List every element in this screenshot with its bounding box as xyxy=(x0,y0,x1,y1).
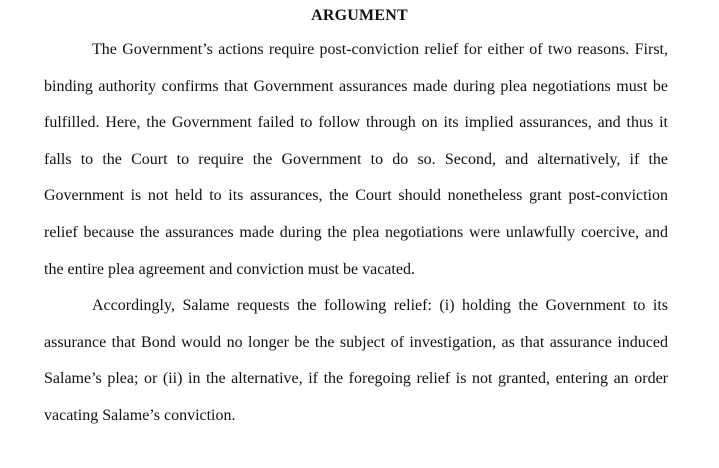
paragraph-reasons: The Government’s actions require post-conviction relief for either of two reasons. First, binding authority confirms that Government assurances made during plea negotiations must be fulfilled. Here, the Government failed to follow through on its implied assurances, and thus it falls to the Court to require the Government to do so. Second, and alternatively, if the Government is not held to its assurances, the Court should nonetheless grant post-conviction relief because the assurances made during the plea negotiations were unlawfully coercive, and the entire plea agreement and conviction must be vacated. xyxy=(44,41,668,278)
section-heading: ARGUMENT xyxy=(311,7,408,24)
paragraph-relief-requested: Accordingly, Salame requests the following relief: (i) holding the Government to its assurance that Bond would no longer be the subject of investigation, as that assurance induced Salame’s plea; or (ii) in the alternative, if the foregoing relief is not granted, entering an order vacating Salame’s conviction. xyxy=(44,297,668,424)
